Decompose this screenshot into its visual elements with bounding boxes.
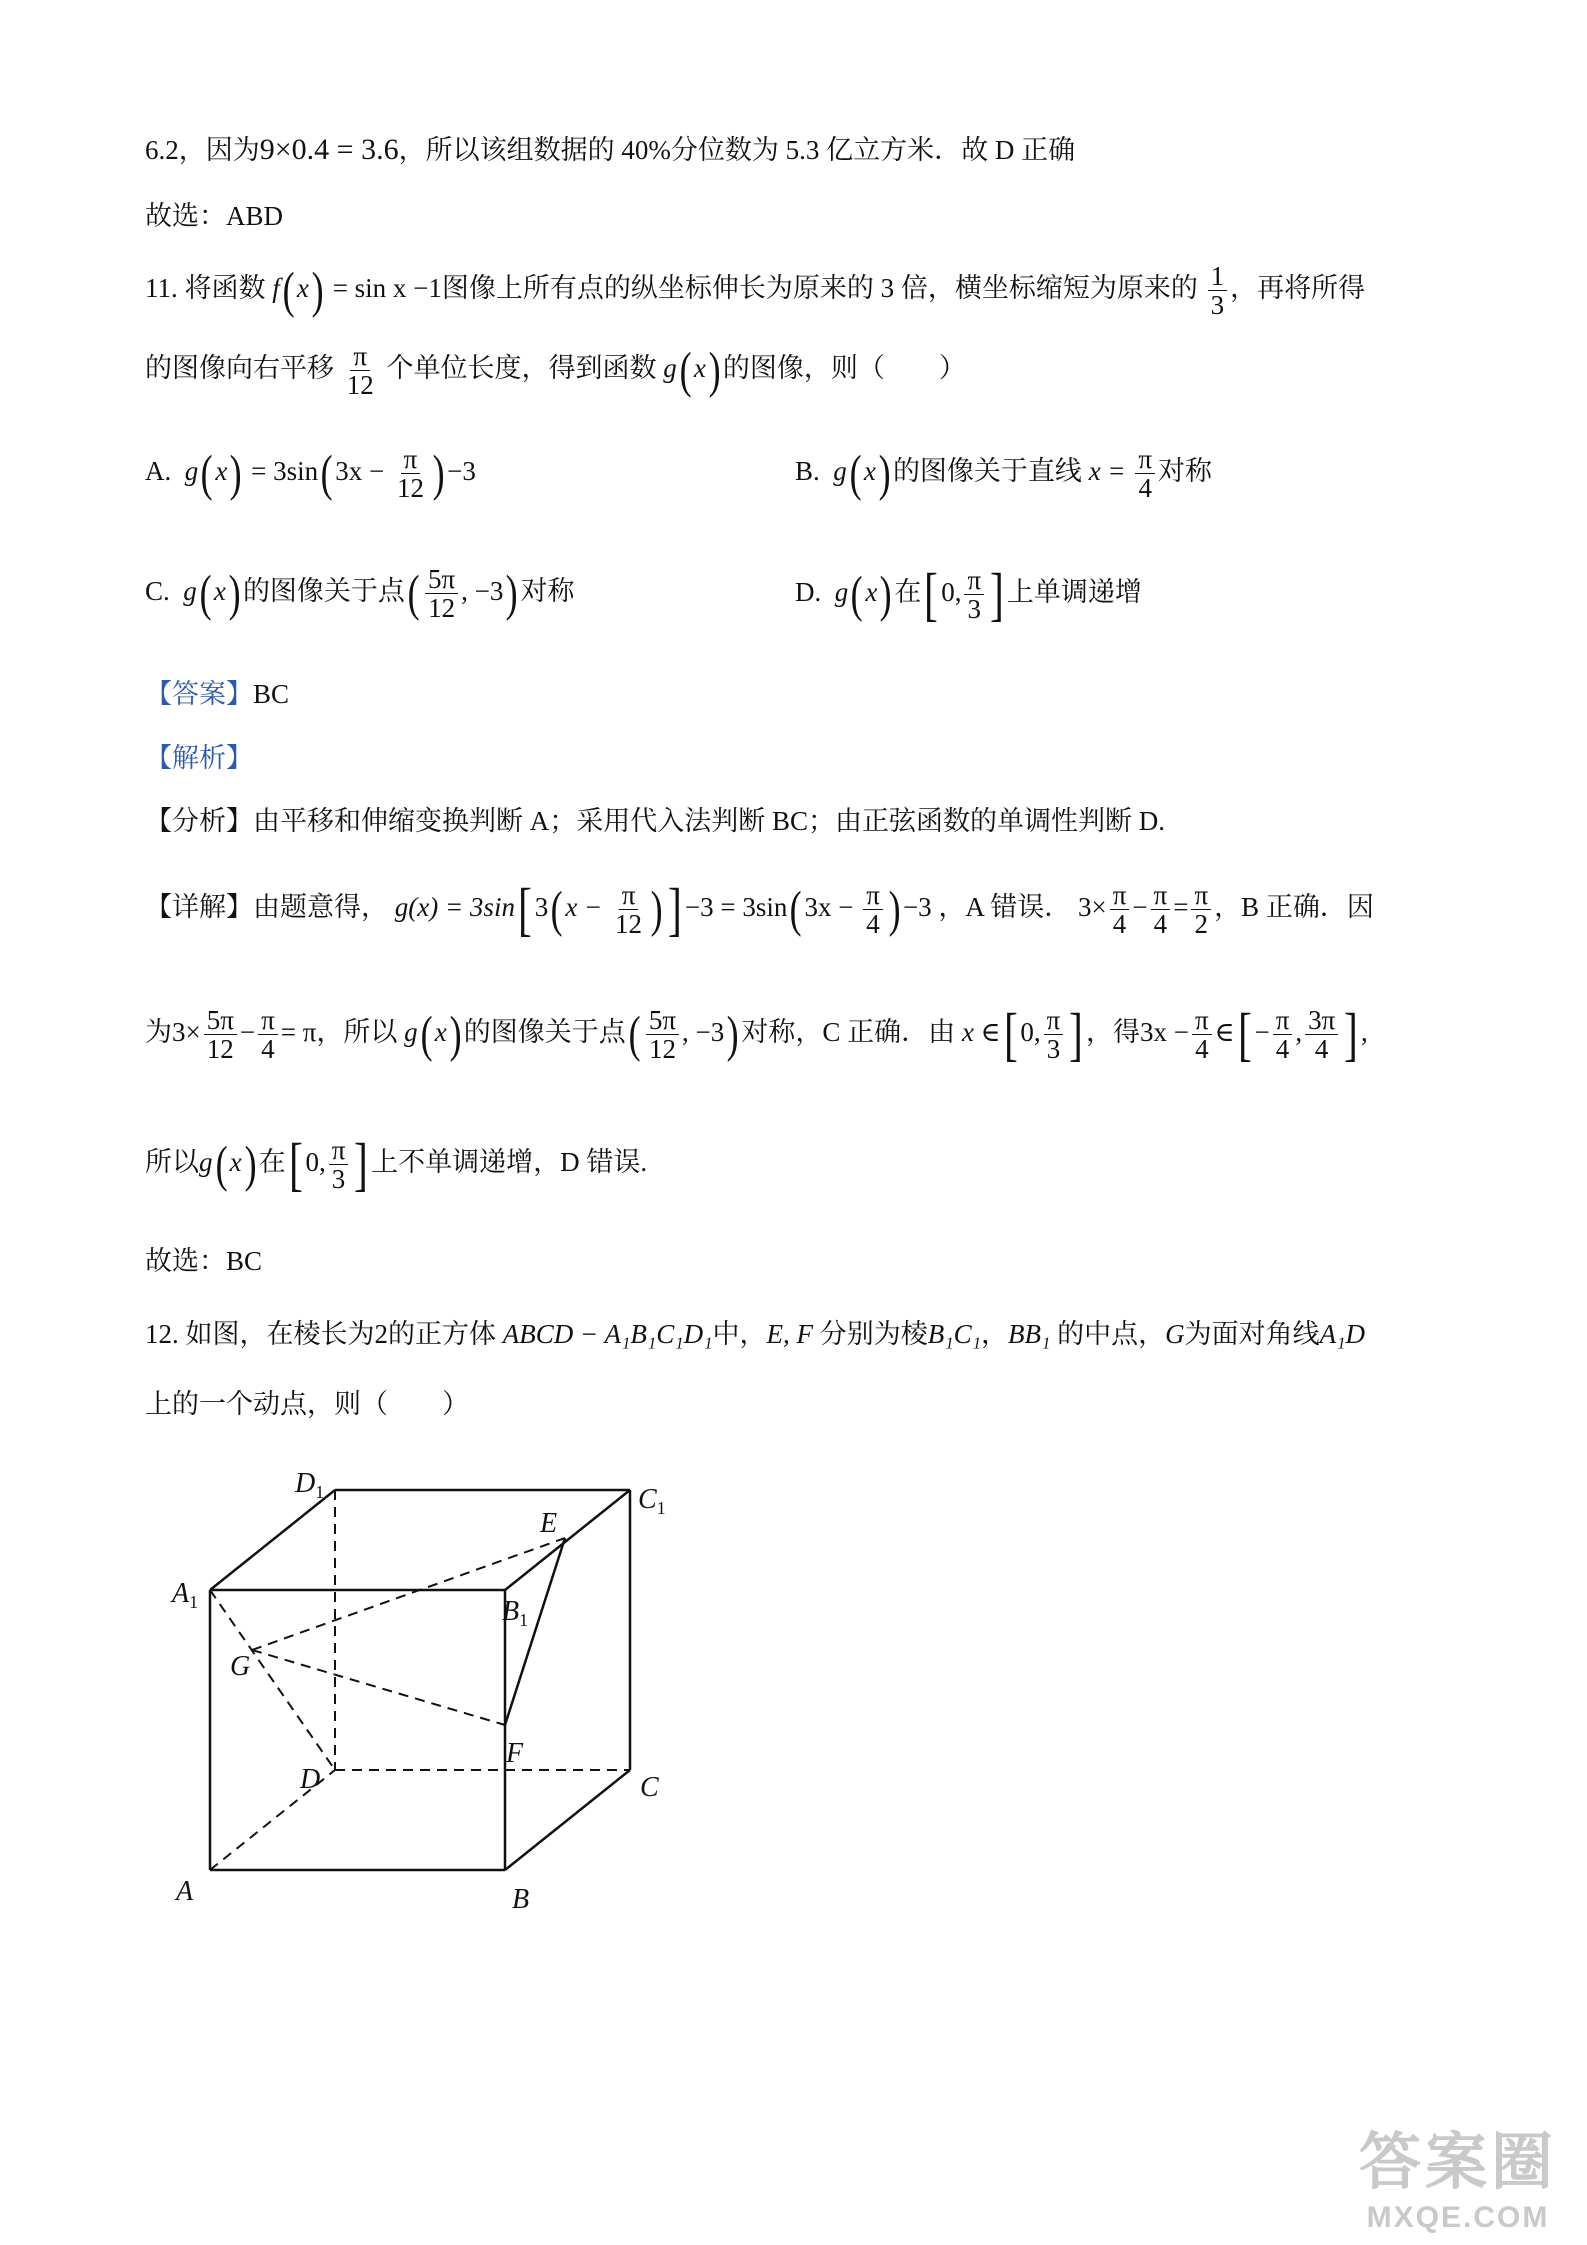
cube-figure — [160, 1470, 720, 1930]
formula: 9×0.4 = 3.6 — [259, 133, 399, 166]
label-b: B — [512, 1884, 530, 1915]
analysis-heading: 【解析】 — [145, 743, 253, 773]
label-d1: $D_1$ — [295, 1470, 325, 1502]
detail-line-3: 所以g(x)在[ 0, $\frac{\pi}{3}$ ] 上不单调递增，D 错误. — [145, 1131, 648, 1197]
detail-line-2: 为3× $\frac{5\pi}{12}$ − $\frac{\pi}{4}$ = π，所以 g(x)的图像关于点( $\frac{5\pi}{12}$ , −3)对称，C 正确．由 x ∈[ 0, $\frac{\pi}{3}$ ] ，得3x − $\frac{\pi}{4}$ ∈[ − $\frac{\pi}{4}$ , $\frac{3\pi}{4}$ ] , — [145, 1001, 1368, 1067]
label-c1: $C_1$ — [638, 1484, 666, 1518]
label-b1: $B_1$ — [502, 1596, 529, 1630]
choose-line-2: 故选：BC — [145, 1246, 263, 1276]
detail-line-1: 【详解】由题意得， g(x) = 3sin[ 3(x − $\frac{\pi}{12}$ )] −3 = 3sin(3x − $\frac{\pi}{4}$ )−3 ，A 错误． 3× $\frac{\pi}{4}$ − $\frac{\pi}{4}$ = $\frac{\pi}{2}$ ，B 正确．因 — [145, 876, 1374, 942]
question-12-stem: 12. 如图，在棱长为2的正方体 ABCD − A₁B₁C₁D₁中，E, F 分别为棱B₁C₁，BB₁ 的中点，G为面对角线A₁D — [145, 1319, 1366, 1349]
option-a: A. g(x) = 3sin(3x − $\frac{\pi}{12}$ )−3 — [145, 444, 476, 504]
label-a1: $A_1$ — [172, 1578, 199, 1612]
fenxi-line: 【分析】由平移和伸缩变换判断 A；采用代入法判断 BC；由正弦函数的单调性判断 D. — [145, 806, 1166, 836]
watermark-logo: 答案圈 MXQE.COM — [1358, 2128, 1557, 2234]
fraction-one-third: $\frac{1}{3}$ — [1208, 262, 1228, 320]
label-d: D — [300, 1764, 321, 1795]
label-c: C — [640, 1772, 659, 1803]
option-d: D. g(x)在[ 0, $\frac{\pi}{3}$ ] 上单调递增 — [795, 561, 1142, 627]
label-g: G — [230, 1651, 251, 1682]
question-11-stem: 11. 将函数 f(x) = sin x −1图像上所有点的纵坐标伸长为原来的 3 倍，横坐标缩短为原来的 $\frac{1}{3}$ ，再将所得 — [145, 261, 1366, 321]
label-f: F — [506, 1738, 524, 1769]
label-e: E — [540, 1508, 558, 1539]
statistics-line: 6.2，因为9×0.4 = 3.6，所以该组数据的 40%分位数为 5.3 亿立方米．故 D 正确 — [145, 133, 1076, 166]
option-c: C. g(x)的图像关于点( $\frac{5\pi}{12}$ , −3)对称 — [145, 564, 575, 624]
option-b: B. g(x)的图像关于直线 x = $\frac{\pi}{4}$ 对称 — [795, 444, 1213, 504]
label-a: A — [176, 1876, 194, 1907]
question-11-stem-2: 的图像向右平移 $\frac{\pi}{12}$ 个单位长度，得到函数 g(x)的图像，则（ ） — [145, 341, 966, 401]
choose-line-1: 故选：ABD — [145, 201, 284, 231]
question-12-stem-2: 上的一个动点，则（ ） — [145, 1389, 469, 1419]
answer-line: 【答案】BC — [145, 679, 290, 709]
